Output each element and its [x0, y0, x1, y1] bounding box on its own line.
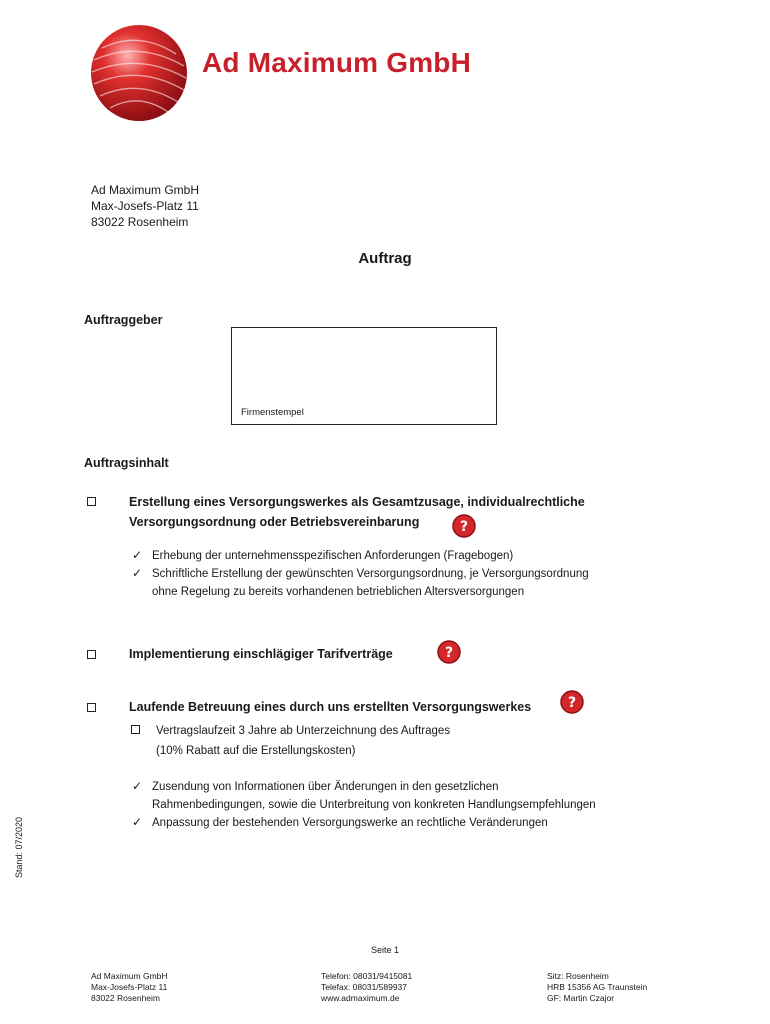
content-heading: Auftragsinhalt	[84, 456, 169, 470]
footer-line: Telefon: 08031/9415081	[321, 971, 413, 981]
contract-term-note: (10% Rabatt auf die Erstellungskosten)	[156, 745, 356, 757]
item-2-checkbox[interactable]	[87, 650, 96, 659]
check-icon: ✓	[132, 548, 143, 562]
item-1-bullet: Erhebung der unternehmensspezifischen Anforderungen (Fragebogen)	[152, 550, 514, 562]
footer-address	[91, 971, 168, 1004]
contract-term-checkbox[interactable]	[131, 725, 140, 734]
item-3-bullet: Anpassung der bestehenden Versorgungswerke an rechtliche Veränderungen	[152, 817, 548, 829]
company-logo-text: Ad Maximum GmbH	[202, 47, 472, 78]
item-1-bullet: Schriftliche Erstellung der gewünschten Versorgungsordnung, je Versorgungsordnung	[152, 568, 589, 580]
footer-line: HRB 15356 AG Traunstein	[547, 982, 648, 992]
footer-line: Telefax: 08031/589937	[321, 982, 408, 992]
item-3-checkbox[interactable]	[87, 703, 96, 712]
footer-line: Max-Josefs-Platz 11	[91, 982, 168, 992]
company-stamp-field[interactable]	[231, 327, 497, 425]
address-line: 83022 Rosenheim	[91, 215, 189, 229]
footer-contact	[321, 971, 412, 1004]
recipient-address	[91, 182, 199, 230]
page-title: Auftrag	[358, 250, 412, 267]
item-1-label-line1: Erstellung eines Versorgungswerkes als Gesamtzusage, individualrechtliche	[129, 495, 585, 509]
help-icon-glyph: ?	[567, 695, 577, 711]
check-icon: ✓	[132, 815, 143, 829]
item-1-bullet-cont: ohne Regelung zu bereits vorhandenen betrieblichen Altersversorgungen	[152, 586, 525, 598]
item-2-label: Implementierung einschlägiger Tarifverträge	[129, 647, 393, 661]
item-3-label: Laufende Betreuung eines durch uns erstellten Versorgungswerkes	[129, 700, 532, 714]
help-icon[interactable]	[436, 639, 462, 665]
footer-line: Sitz: Rosenheim	[547, 971, 609, 981]
footer-line: GF: Martin Czajor	[547, 993, 615, 1003]
footer-line: Ad Maximum GmbH	[91, 971, 168, 981]
help-icon[interactable]	[451, 513, 477, 539]
item-1-label-line2: Versorgungsordnung oder Betriebsvereinbarung	[129, 515, 420, 529]
page-number: Seite 1	[370, 945, 400, 955]
check-icon: ✓	[132, 779, 143, 793]
item-3-bullet: Zusendung von Informationen über Änderungen in den gesetzlichen	[152, 781, 499, 793]
contract-term-label: Vertragslaufzeit 3 Jahre ab Unterzeichnung des Auftrages	[156, 725, 451, 737]
revision-date: Stand: 07/2020	[14, 816, 24, 878]
item-1-checkbox[interactable]	[87, 497, 96, 506]
footer-line: 83022 Rosenheim	[91, 993, 160, 1003]
check-icon: ✓	[132, 566, 143, 580]
address-line: Ad Maximum GmbH	[91, 183, 200, 197]
address-line: Max-Josefs-Platz 11	[91, 199, 199, 213]
footer-line: www.admaximum.de	[321, 993, 400, 1003]
help-icon-glyph: ?	[444, 645, 454, 661]
help-icon-glyph: ?	[459, 519, 469, 535]
company-logo-icon	[86, 20, 192, 126]
footer-registry	[547, 971, 647, 1004]
client-heading: Auftraggeber	[84, 313, 163, 327]
help-icon[interactable]	[559, 689, 585, 715]
stamp-label: Firmenstempel	[241, 407, 304, 418]
item-3-bullet-cont: Rahmenbedingungen, sowie die Unterbreitung von konkreten Handlungsempfehlungen	[152, 799, 596, 811]
